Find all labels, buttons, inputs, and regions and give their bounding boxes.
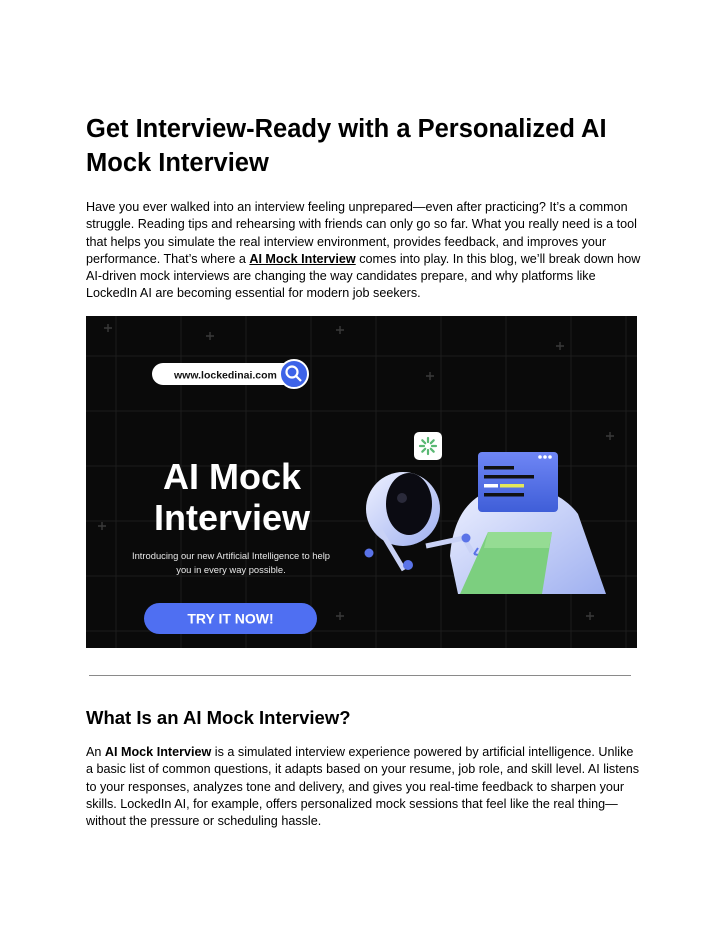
- hero-tagline-line2: you in every way possible.: [176, 564, 286, 575]
- intro-text-after-link: comes into play. In this blog, we’ll break down how AI-driven mock interviews are changing the way candidates prepare, and why platforms like LockedIn AI are becoming essential for modern job seekers.: [86, 251, 641, 301]
- url-search-bar: [152, 360, 308, 388]
- hero-url-text: www.lockedinai.com: [174, 369, 277, 382]
- article-title: Get Interview-Ready with a Personalized AI Mock Interview: [86, 115, 607, 177]
- hero-headline-line1: AI Mock: [162, 456, 302, 497]
- hero-headline-line2: Interview: [153, 497, 311, 538]
- section-divider: [89, 675, 631, 676]
- section-heading: What Is an AI Mock Interview?: [86, 707, 351, 728]
- ai-mock-interview-link[interactable]: AI Mock Interview: [249, 251, 356, 266]
- robot-illustration: [365, 452, 607, 594]
- ai-logo-badge: [414, 432, 442, 460]
- try-it-now-button[interactable]: [144, 603, 317, 634]
- section-bold-term: AI Mock Interview: [104, 745, 212, 759]
- section-lead-text: An: [86, 745, 105, 759]
- intro-paragraph: [86, 199, 642, 303]
- cta-label: TRY IT NOW!: [187, 610, 274, 627]
- section-paragraph: [86, 744, 642, 830]
- hero-banner-graphic: [86, 316, 637, 648]
- intro-text-before-link: Have you ever walked into an interview feeling unprepared—even after practicing? It’s a common struggle. Reading tips and rehearsing with friends can only go so far. What you really need is a tool that helps you simulate the real interview environment, provides feedback, and improves your performance. That’s where a: [86, 200, 637, 266]
- section-body-text: is a simulated interview experience powered by artificial intelligence. Unlike a basic list of common questions, it adapts based on your resume, job role, and skill level. AI listens to your responses, analyzes tone and delivery, and gives you real-time feedback to sharpen your skills. LockedIn AI, for example, offers personalized mock sessions that feel like the real thing—without the pressure or scheduling hassle.: [86, 745, 640, 829]
- hero-tagline-line1: Introducing our new Artificial Intelligence to help: [131, 550, 331, 561]
- hero-banner-image: [86, 316, 637, 648]
- search-button: [280, 360, 308, 388]
